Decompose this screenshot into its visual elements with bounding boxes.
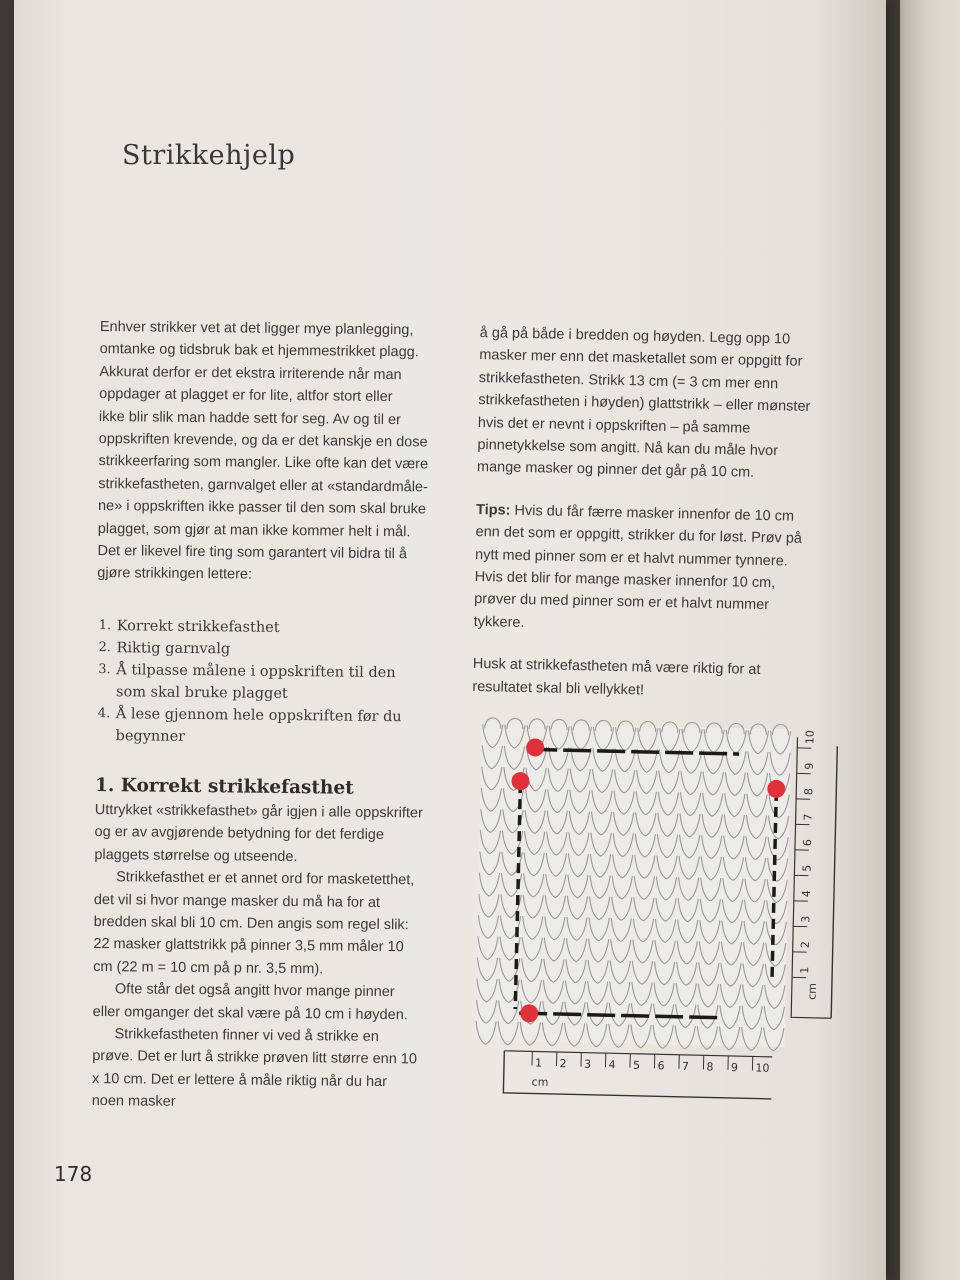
ruler-label: 9 <box>730 1060 739 1075</box>
intro-line: oppdager at plagget er for lite, altfor stort eller <box>99 386 393 406</box>
left-column <box>92 316 430 1116</box>
intro-line: plagget, som gjør at man ikke kommer helt i mål. <box>97 520 411 540</box>
tips-text: Hvis du får færre masker innenfor de 10 cm enn det som er oppgitt, strikker du for løst. Prøv på nytt med pinner som er et halvt nummer tynnere. Hvis det blir for mange masker innenfor 10 cm, prøver du med pinner som er et halvt nummer tykkere. <box>473 502 803 631</box>
side-ruler-edge <box>831 746 837 1018</box>
ruler-label: 2 <box>559 1057 567 1071</box>
ruler-unit-label: cm <box>531 1075 549 1089</box>
tips-paragraph <box>473 499 816 641</box>
body-paragraph: Strikkefasthet er et annet ord for masketetthet, det vil si hvor mange masker du må ha for at bredden skal bli 10 cm. Den angis som regel slik: 22 masker glattstrikk på pinner 3,5 mm måler 10 cm (22 m = 10 cm på p nr. 3,5 mm). <box>93 869 415 978</box>
swatch-illustration <box>463 712 852 1113</box>
tips-list <box>95 615 426 750</box>
list-item: 2. Riktig garnvalg <box>98 639 231 658</box>
swatch-fabric <box>475 722 792 1047</box>
body-paragraph: Strikkefastheten finner vi ved å strikke en prøve. Det er lurt å strikke prøven litt større enn 10 x 10 cm. Det er lettere å måle riktig når du har noen masker <box>91 1026 418 1110</box>
ruler-label: 10 <box>803 730 817 745</box>
intro-line: ikke blir slik man hadde sett for seg. Av og til er <box>98 408 401 428</box>
list-item: 4. Å lese gjennom hele oppskriften før du begynner <box>97 705 402 745</box>
list-item: 1. Korrekt strikkefasthet <box>98 617 280 636</box>
ruler-label: 4 <box>799 889 814 898</box>
intro-line: omtanke og tidsbruk bak et hjemmestrikket plagg. <box>99 341 419 361</box>
intro-line: Enhver strikker vet at det ligger mye planlegging, <box>99 318 414 339</box>
ruler-label: 10 <box>755 1061 770 1075</box>
ruler-label: 2 <box>798 940 812 949</box>
intro-line: oppskriften krevende, og da er det kanskje en dose <box>98 431 428 451</box>
gauge-swatch-diagram <box>463 712 852 1113</box>
intro-line: Det er likevel fire ting som garantert vil bidra til å <box>97 543 408 563</box>
ruler-label: 1 <box>534 1056 543 1070</box>
list-item: 3. Å tilpasse målene i oppskriften til den som skal bruke plagget <box>98 661 396 702</box>
tips-label: Tips: <box>475 501 511 519</box>
intro-paragraph <box>97 316 430 588</box>
side-ruler <box>791 737 837 1018</box>
intro-line: ne» i oppskriften ikke passer til den som skal bruke <box>97 498 427 518</box>
ruler-label: 6 <box>801 839 815 847</box>
intro-line: strikkefastheten, garnvalget eller at «standardmåle- <box>98 475 428 496</box>
ruler-label: 3 <box>799 915 813 923</box>
ruler-label: 7 <box>801 813 815 821</box>
intro-line: gjøre strikkingen lettere: <box>97 565 253 584</box>
intro-line: strikkeerfaring som mangler. Like ofte kan det være <box>98 453 429 473</box>
intro-line: Akkurat derfor er det ekstra irriterende når man <box>99 363 402 383</box>
ruler-label: 5 <box>632 1058 641 1072</box>
closing-paragraph: Husk at strikkefastheten må være riktig for at resultatet skal bli vellykket! <box>472 656 761 699</box>
ruler-label: 9 <box>802 762 816 770</box>
section-heading: 1. Korrekt strikkefasthet <box>94 774 354 799</box>
body-paragraph: Ofte står det også angitt hvor mange pinner eller omganger det skal være på 10 cm i høyden. <box>92 981 408 1023</box>
body-paragraph: Uttrykket «strikkefasthet» går igjen i alle oppskrifter og er av avgjørende betydning for det ferdige plaggets størrelse og utseende. <box>94 801 423 865</box>
page-number: 178 <box>54 1162 93 1186</box>
page-title: Strikkehjelp <box>122 140 296 171</box>
book-page <box>14 0 886 1280</box>
ruler-label: 8 <box>802 788 816 796</box>
ruler-unit-label: cm <box>805 982 819 1000</box>
ruler-label: 8 <box>706 1060 714 1074</box>
ruler-label: 6 <box>657 1059 665 1073</box>
ruler-label: 4 <box>608 1058 616 1072</box>
body-paragraph: å gå på både i bredden og høyden. Legg opp 10 masker mer enn det masketallet som er oppgitt for strikkefastheten. Strikk 13 cm (= 3 cm mer enn strikkefastheten i høyden) glattstrikk – eller mønster hvis det er nevnt i oppskriften – på samme pinnetykkelse som angitt. Nå kan du måle hvor mange masker og pinner det går på 10 cm. <box>476 324 811 482</box>
ruler-label: 7 <box>681 1059 690 1074</box>
right-column <box>472 322 820 705</box>
ruler-label: 1 <box>798 966 812 974</box>
ruler-label: 5 <box>800 864 814 872</box>
bottom-ruler-edge <box>504 1051 772 1057</box>
ruler-label: 3 <box>583 1057 592 1071</box>
